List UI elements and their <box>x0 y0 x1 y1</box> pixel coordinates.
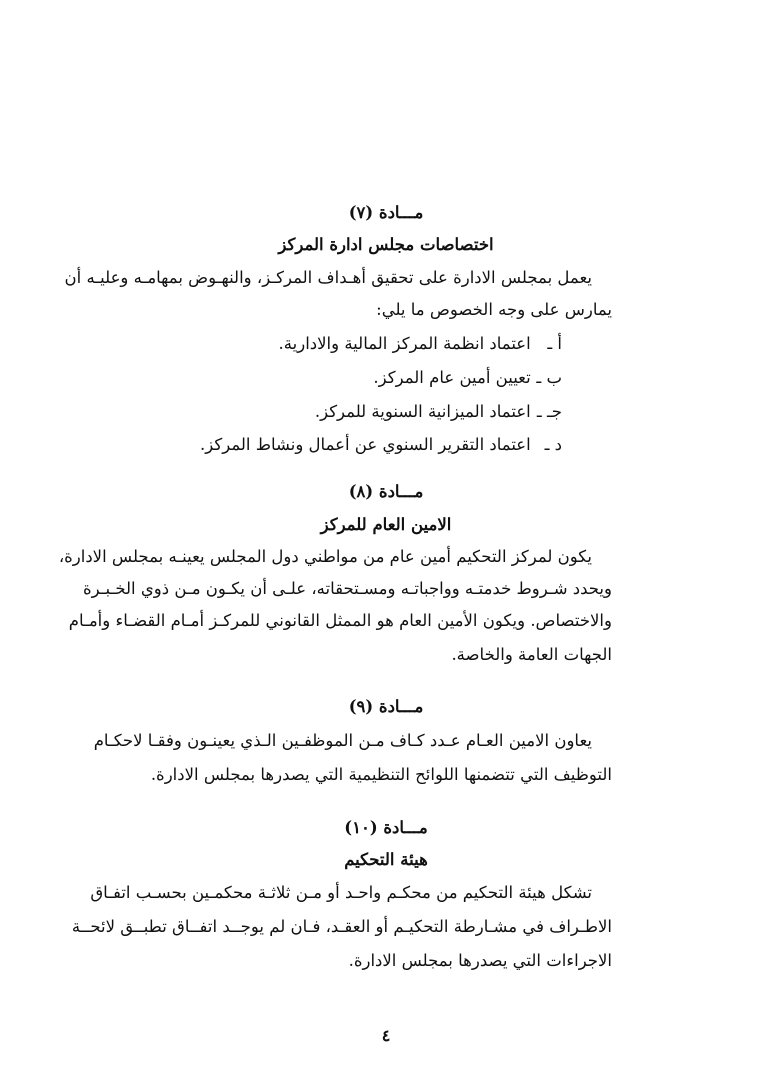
list-item <box>160 398 612 426</box>
paragraph-line: والاختصاص. ويكون الأمين العام هو الممثل القانوني للمركـز أمـام القضـاء وأمـام <box>68 611 612 630</box>
list-item-text: اعتماد انظمة المركز المالية والادارية. <box>278 334 531 353</box>
article-label: مـــادة (١٠) <box>344 818 428 837</box>
article-heading: هيئة التحكيم <box>344 850 428 869</box>
paragraph-line: تشكل هيئة التحكيم من محكـم واحـد أو مـن ثلاثـة محكمـين بحسـب اتفـاق <box>90 883 592 902</box>
list-item-label: د ـ <box>544 435 562 454</box>
list-item-label: جـ ـ <box>536 402 562 421</box>
list-item-label: ب ـ <box>536 368 562 387</box>
list-item <box>160 330 612 358</box>
list-item-text: اعتماد التقرير السنوي عن أعمال ونشاط المركز. <box>200 435 531 454</box>
list-item-label: أ ـ <box>547 334 562 353</box>
page-number: ٤ <box>381 1026 391 1045</box>
article-label: مـــادة (٩) <box>348 697 424 716</box>
article-label: مـــادة (٧) <box>348 203 424 222</box>
paragraph-line: يعاون الامين العـام عـدد كـاف مـن الموظفـين الـذي يعينـون وفقـا لاحكـام <box>93 731 592 750</box>
paragraph-line: ويحدد شـروط خدمتـه وواجباتـه ومسـتحقاته، علـى أن يكـون مـن ذوي الخـبـرة <box>82 579 612 598</box>
paragraph-line: الجهات العامة والخاصة. <box>451 645 612 664</box>
paragraph-line: الاجراءات التي يصدرها بمجلس الادارة. <box>348 951 612 970</box>
paragraph-line: يعمل بمجلس الادارة على تحقيق أهـداف المركـز، والنهـوض بمهامـه وعليـه أن <box>64 268 592 287</box>
article-heading: اختصاصات مجلس ادارة المركز <box>278 235 494 254</box>
list-item-text: اعتماد الميزانية السنوية للمركز. <box>314 402 531 421</box>
paragraph-line: يمارس على وجه الخصوص ما يلي: <box>376 300 612 319</box>
list-item <box>160 431 612 459</box>
list-item-text: تعيين أمين عام المركز. <box>373 368 531 387</box>
paragraph-line: يكون لمركز التحكيم أمين عام من مواطني دول المجلس يعينـه بمجلس الادارة، <box>58 547 592 566</box>
article-heading: الامين العام للمركز <box>320 515 452 534</box>
article-label: مـــادة (٨) <box>348 482 424 501</box>
paragraph-line: الاطـراف في مشـارطة التحكيـم أو العقـد، فـان لم يوجــد اتفــاق تطبــق لائحــة <box>71 917 612 936</box>
list-item <box>160 364 612 392</box>
paragraph-line: التوظيف التي تتضمنها اللوائح التنظيمية التي يصدرها بمجلس الادارة. <box>150 765 612 784</box>
